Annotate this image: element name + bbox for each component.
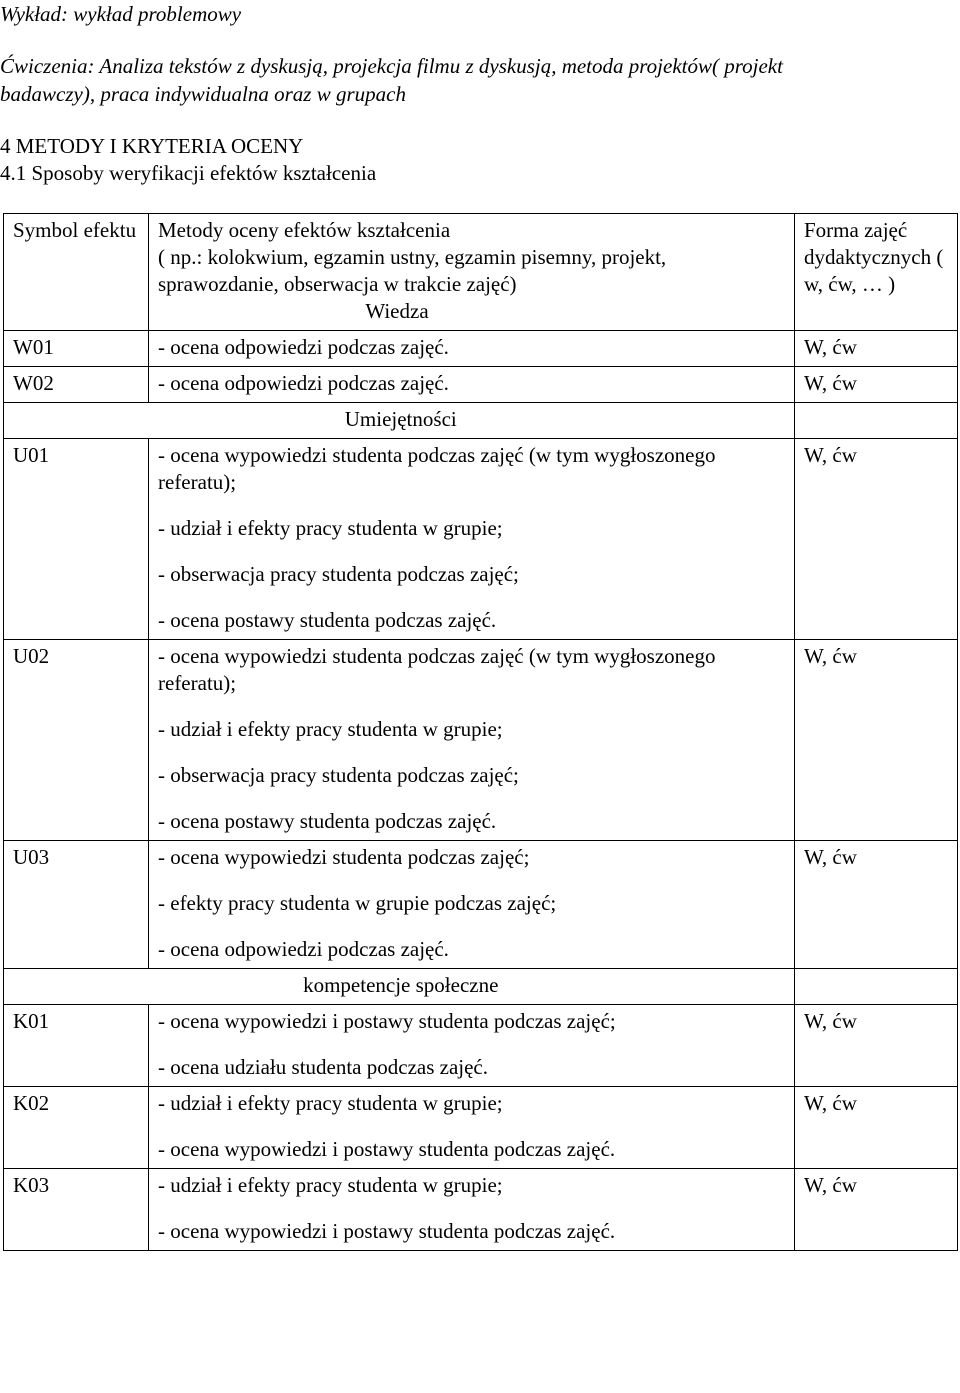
outcome-forma: W, ćw — [795, 331, 958, 367]
method-item: - udział i efekty pracy studenta w grupie; — [158, 1091, 503, 1115]
outcome-forma: W, ćw — [795, 841, 958, 969]
outcome-forma: W, ćw — [795, 1087, 958, 1169]
header-symbol: Symbol efektu — [4, 214, 149, 331]
outcome-row — [4, 439, 958, 640]
outcome-methods — [149, 1087, 795, 1169]
outcome-row — [4, 640, 958, 841]
header-methods-title: Metody oceny efektów kształcenia — [158, 218, 451, 242]
method-item: - obserwacja pracy studenta podczas zajęć; — [158, 562, 519, 586]
method-item: - ocena wypowiedzi i postawy studenta podczas zajęć. — [158, 1137, 616, 1161]
method-item: - ocena udziału studenta podczas zajęć. — [158, 1055, 489, 1079]
method-item: - ocena wypowiedzi studenta podczas zajęć (w tym wygłoszonego referatu); — [158, 443, 716, 494]
outcome-forma: W, ćw — [795, 1005, 958, 1087]
method-item: - ocena wypowiedzi studenta podczas zajęć; — [158, 845, 530, 869]
header-methods-examples: ( np.: kolokwium, egzamin ustny, egzamin pisemny, projekt, sprawozdanie, obserwacja w trakcie zajęć) — [158, 245, 667, 296]
outcome-row — [4, 841, 958, 969]
outcome-forma: W, ćw — [795, 1169, 958, 1251]
outcome-methods — [149, 367, 795, 403]
header-methods — [149, 214, 795, 331]
outcome-symbol: W02 — [4, 367, 149, 403]
outcome-row — [4, 331, 958, 367]
category-empty-cell — [4, 403, 149, 439]
outcome-symbol: K03 — [4, 1169, 149, 1251]
outcome-methods — [149, 1005, 795, 1087]
category-empty-cell — [795, 969, 958, 1005]
outcome-symbol: U03 — [4, 841, 149, 969]
category-row — [4, 403, 958, 439]
method-item: - efekty pracy studenta w grupie podczas zajęć; — [158, 891, 557, 915]
outcome-forma: W, ćw — [795, 640, 958, 841]
method-item: - ocena odpowiedzi podczas zajęć. — [158, 371, 449, 395]
outcome-methods — [149, 1169, 795, 1251]
outcome-row — [4, 367, 958, 403]
outcome-row — [4, 1087, 958, 1169]
exercise-form-line-2: badawczy), praca indywidualna oraz w grupach — [0, 82, 406, 106]
method-item: - ocena odpowiedzi podczas zajęć. — [158, 335, 449, 359]
method-item: - obserwacja pracy studenta podczas zajęć; — [158, 763, 519, 787]
method-item: - ocena odpowiedzi podczas zajęć. — [158, 937, 449, 961]
outcome-symbol: U01 — [4, 439, 149, 640]
outcome-methods — [149, 841, 795, 969]
outcome-symbol: K01 — [4, 1005, 149, 1087]
category-row — [4, 969, 958, 1005]
table-header-row — [4, 214, 958, 331]
section-subtitle: 4.1 Sposoby weryfikacji efektów kształcenia — [0, 161, 377, 185]
method-item: - ocena postawy studenta podczas zajęć. — [158, 608, 497, 632]
section-title: 4 METODY I KRYTERIA OCENY — [0, 134, 304, 158]
category-kompetencje: kompetencje społeczne — [149, 969, 795, 1005]
outcome-methods — [149, 439, 795, 640]
method-item: - ocena wypowiedzi i postawy studenta podczas zajęć; — [158, 1009, 616, 1033]
method-item: - ocena wypowiedzi studenta podczas zajęć (w tym wygłoszonego referatu); — [158, 644, 716, 695]
method-item: - ocena wypowiedzi i postawy studenta podczas zajęć. — [158, 1219, 616, 1243]
outcome-forma: W, ćw — [795, 367, 958, 403]
outcome-symbol: W01 — [4, 331, 149, 367]
category-wiedza: Wiedza — [365, 299, 429, 323]
category-empty-cell — [4, 969, 149, 1005]
outcome-row — [4, 1005, 958, 1087]
header-forma: Forma zajęć dydaktycznych ( w, ćw, … ) — [795, 214, 958, 331]
category-empty-cell — [795, 403, 958, 439]
outcome-symbol: K02 — [4, 1087, 149, 1169]
category-umiejetnosci: Umiejętności — [149, 403, 795, 439]
method-item: - ocena postawy studenta podczas zajęć. — [158, 809, 497, 833]
exercise-form-line-1: Ćwiczenia: Analiza tekstów z dyskusją, projekcja filmu z dyskusją, metoda projektów( projekt — [0, 54, 783, 78]
verification-table — [3, 213, 958, 1251]
outcome-methods — [149, 331, 795, 367]
outcome-forma: W, ćw — [795, 439, 958, 640]
outcome-symbol: U02 — [4, 640, 149, 841]
method-item: - udział i efekty pracy studenta w grupie; — [158, 516, 503, 540]
method-item: - udział i efekty pracy studenta w grupie; — [158, 717, 503, 741]
outcome-row — [4, 1169, 958, 1251]
lecture-form-line: Wykład: wykład problemowy — [0, 2, 242, 26]
method-item: - udział i efekty pracy studenta w grupie; — [158, 1173, 503, 1197]
outcome-methods — [149, 640, 795, 841]
